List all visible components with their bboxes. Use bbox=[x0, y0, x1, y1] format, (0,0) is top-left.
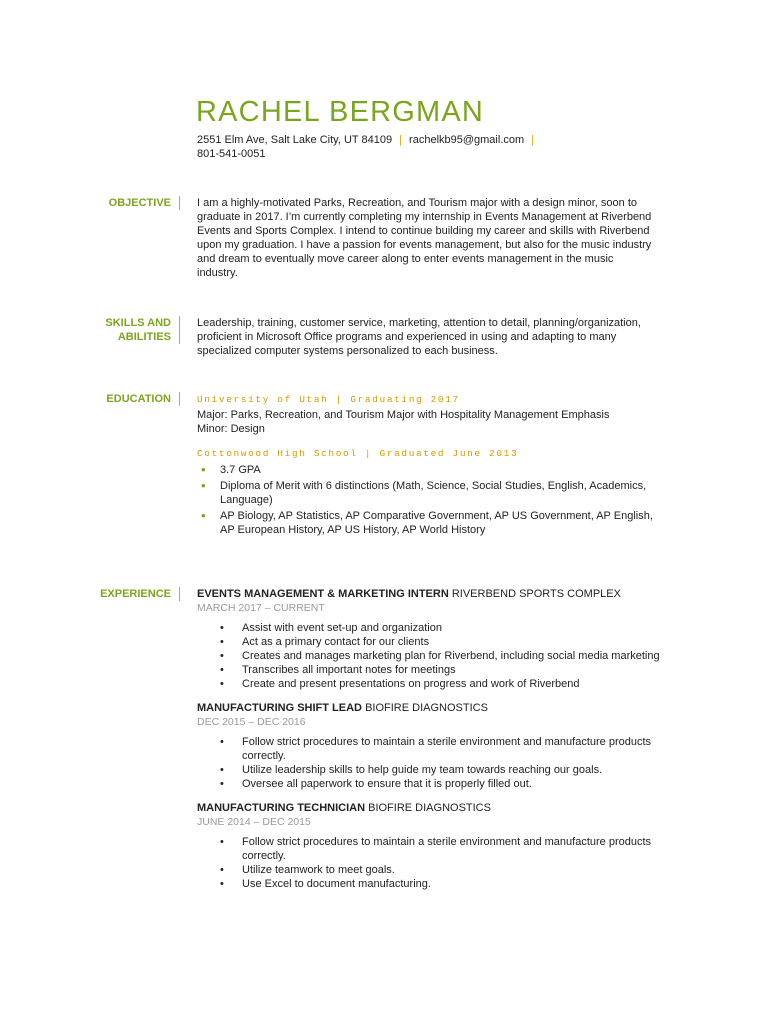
job-company: RIVERBEND SPORTS COMPLEX bbox=[451, 588, 621, 600]
separator: | bbox=[399, 134, 402, 146]
major: Major: Parks, Recreation, and Tourism Major with Hospitality Management Emphasis bbox=[197, 409, 610, 421]
list-item: • Act as a primary contact for our clients bbox=[220, 636, 430, 648]
bullet: • bbox=[201, 462, 206, 477]
list-item: • Create and present presentations on progress and work of Riverbend bbox=[220, 678, 580, 690]
skills-label bbox=[105, 316, 180, 344]
job-title: MANUFACTURING TECHNICIAN bbox=[197, 802, 366, 814]
skills-text: Leadership, training, customer service, marketing, attention to detail, planning/organization, proficient in Microsoft Office programs and experienced in using and adapting to many specialized computer systems personalized to each business. bbox=[197, 317, 641, 357]
job-company: BIOFIRE DIAGNOSTICS bbox=[365, 702, 488, 714]
list-item: • AP Biology, AP Statistics, AP Comparative Government, AP US Government, AP English, AP European History, AP US History, AP World History bbox=[201, 508, 653, 536]
address: 2551 Elm Ave, Salt Lake City, UT 84109 bbox=[197, 134, 393, 146]
job-entry bbox=[197, 587, 667, 691]
list-item: • 3.7 GPA bbox=[201, 462, 261, 477]
skills-label-line2: ABILITIES bbox=[117, 331, 171, 343]
skills-label-line1: SKILLS AND bbox=[105, 317, 171, 329]
list-item: • Utilize leadership skills to help guide my team towards reaching our goals. bbox=[220, 764, 603, 776]
education-label: EDUCATION bbox=[106, 392, 180, 406]
minor: Minor: Design bbox=[197, 423, 265, 435]
job-company: BIOFIRE DIAGNOSTICS bbox=[368, 802, 491, 814]
list-item: • Use Excel to document manufacturing. bbox=[220, 878, 431, 890]
job-entry bbox=[197, 701, 667, 791]
education-list bbox=[197, 463, 667, 537]
job-title: MANUFACTURING SHIFT LEAD bbox=[197, 702, 362, 714]
list-item: • Follow strict procedures to maintain a sterile environment and manufacture products correctly. bbox=[220, 736, 652, 762]
bullet: • bbox=[201, 508, 206, 523]
education-section bbox=[197, 393, 667, 539]
list-item: • Creates and manages marketing plan for Riverbend, including social media marketing bbox=[220, 650, 660, 662]
bullet: • bbox=[201, 478, 206, 493]
list-item: • Utilize teamwork to meet goals. bbox=[220, 864, 395, 876]
experience-label: EXPERIENCE bbox=[100, 587, 180, 601]
school-university: University of Utah | Graduating 2017 bbox=[197, 394, 460, 405]
school-highschool: Cottonwood High School | Graduated June 2013 bbox=[197, 448, 519, 459]
job-dates: JUNE 2014 – DEC 2015 bbox=[197, 816, 311, 828]
candidate-name: RACHEL BERGMAN bbox=[196, 96, 485, 128]
objective-label: OBJECTIVE bbox=[109, 196, 180, 210]
list-item: • Follow strict procedures to maintain a sterile environment and manufacture products correctly. bbox=[220, 836, 652, 862]
list-item: • Diploma of Merit with 6 distinctions (Math, Science, Social Studies, English, Academics, Language) bbox=[201, 478, 647, 506]
list-item: • Assist with event set-up and organization bbox=[220, 622, 442, 634]
objective-text: I am a highly-motivated Parks, Recreation, and Tourism major with a design minor, soon to graduate in 2017. I’m currently completing my internship in Events Management at Riverbend Events and Sports Complex. I intend to continue building my career and skills with Riverbend upon my graduation. I have a passion for events management, but also for the music industry and dream to eventually move career along to enter events management in the music industry. bbox=[197, 197, 652, 279]
list-item: • Transcribes all important notes for meetings bbox=[220, 664, 456, 676]
job-duties bbox=[197, 621, 667, 691]
job-dates: MARCH 2017 – CURRENT bbox=[197, 602, 325, 614]
contact-info bbox=[197, 133, 567, 161]
phone: 801-541-0051 bbox=[197, 148, 266, 160]
job-entry bbox=[197, 801, 667, 891]
job-dates: DEC 2015 – DEC 2016 bbox=[197, 716, 306, 728]
job-duties bbox=[197, 835, 667, 891]
job-duties bbox=[197, 735, 667, 791]
separator: | bbox=[531, 134, 535, 146]
job-title: EVENTS MANAGEMENT & MARKETING INTERN bbox=[197, 588, 449, 600]
email[interactable]: rachelkb95@gmail.com bbox=[409, 134, 525, 146]
experience-section bbox=[197, 587, 667, 891]
list-item: • Oversee all paperwork to ensure that it is properly filled out. bbox=[220, 778, 532, 790]
